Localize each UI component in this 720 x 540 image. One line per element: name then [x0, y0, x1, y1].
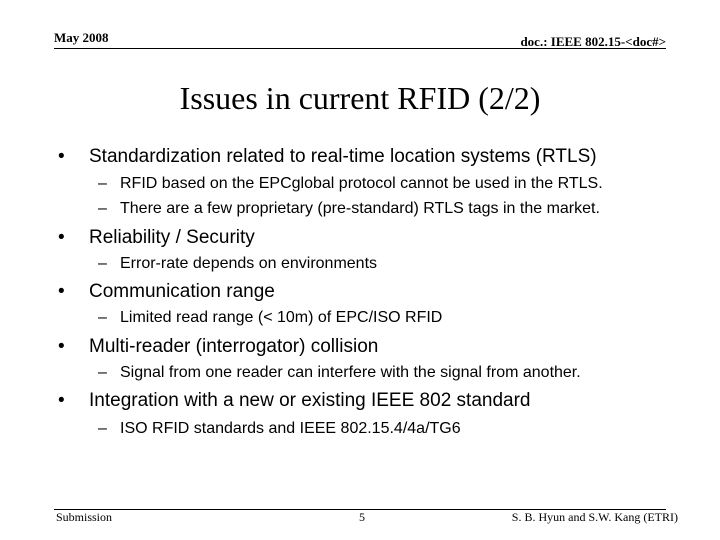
bullet-text: Reliability / Security [89, 227, 255, 248]
dash-icon: – [98, 309, 107, 326]
sub-bullet-interference [98, 363, 581, 383]
header-divider [54, 48, 666, 49]
bullet-text: Communication range [89, 281, 275, 302]
bullet-integration [58, 389, 530, 413]
footer-submission: Submission [56, 510, 113, 524]
bullet-icon: • [58, 281, 65, 302]
page-number: 5 [359, 510, 365, 524]
sub-bullet-iso-ieee [98, 419, 461, 439]
sub-bullet-read-range [98, 308, 442, 328]
sub-bullet-text: ISO RFID standards and IEEE 802.15.4/4a/TG6 [120, 420, 461, 437]
bullet-text: Integration with a new or existing IEEE 802 standard [89, 390, 531, 411]
bullet-icon: • [58, 227, 65, 248]
footer-authors: S. B. Hyun and S.W. Kang (ETRI) [511, 510, 678, 524]
sub-bullet-text: There are a few proprietary (pre-standard) RTLS tags in the market. [120, 200, 600, 217]
sub-bullet-text: Limited read range (< 10m) of EPC/ISO RFID [120, 309, 443, 326]
bullet-standardization [58, 145, 597, 169]
bullet-text: Multi-reader (interrogator) collision [89, 336, 379, 357]
bullet-multi-reader [58, 335, 378, 359]
header-date: May 2008 [54, 30, 109, 45]
bullet-reliability [58, 226, 255, 250]
sub-bullet-text: RFID based on the EPCglobal protocol cannot be used in the RTLS. [120, 175, 603, 192]
bullet-icon: • [58, 336, 65, 357]
slide-title: Issues in current RFID (2/2) [179, 80, 541, 116]
dash-icon: – [98, 364, 107, 381]
bullet-text: Standardization related to real-time location systems (RTLS) [89, 146, 597, 167]
sub-bullet-proprietary-tags [98, 199, 600, 219]
dash-icon: – [98, 200, 107, 217]
sub-bullet-error-rate [98, 254, 377, 274]
sub-bullet-epcglobal [98, 174, 603, 194]
dash-icon: – [98, 175, 107, 192]
header-doc-id: doc.: IEEE 802.15-<doc#> [520, 34, 666, 49]
dash-icon: – [98, 255, 107, 272]
sub-bullet-text: Signal from one reader can interfere with the signal from another. [120, 364, 581, 381]
bullet-icon: • [58, 390, 65, 411]
bullet-communication-range [58, 280, 275, 304]
sub-bullet-text: Error-rate depends on environments [120, 255, 378, 272]
dash-icon: – [98, 420, 107, 437]
bullet-icon: • [58, 146, 65, 167]
